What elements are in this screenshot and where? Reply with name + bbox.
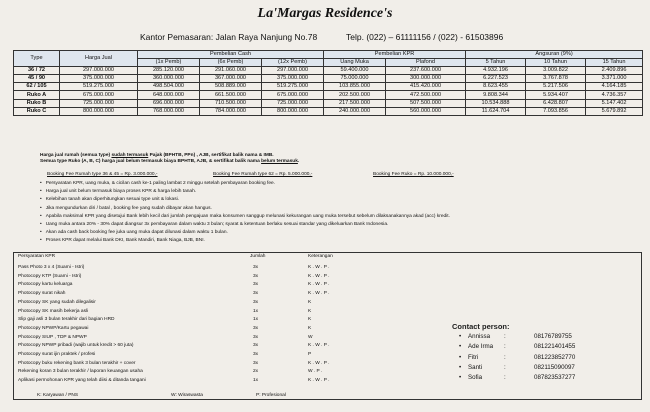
requirement-row: [18, 326, 348, 333]
requirement-qty: 3x: [253, 352, 259, 357]
requirement-name: Photocopy SIUP , TDP & NPWP: [18, 334, 87, 340]
requirement-name: Photocopy surat nikah: [18, 291, 66, 297]
header-cash-12x: (12x Pemb): [262, 59, 324, 67]
requirement-qty: 3x: [253, 343, 259, 349]
contact-colon: :: [504, 343, 506, 351]
price-table-body: [14, 67, 643, 116]
contact-phone: 081221401455: [534, 343, 576, 351]
header-cash-1x: (1x Pemb): [138, 59, 200, 67]
requirement-row: [18, 300, 348, 307]
cell-plafond: 300.000.000: [386, 75, 466, 83]
price-row: [14, 99, 643, 107]
requirement-ket: K: [308, 308, 312, 314]
cell-c12: 725.000.000: [262, 99, 324, 107]
requirement-row: [18, 317, 348, 324]
contact-name: • Fitri: [468, 353, 479, 361]
requirement-ket: K: [308, 317, 312, 323]
cell-c1: 768.000.000: [138, 107, 200, 115]
cell-type: 36 / 72: [14, 67, 60, 75]
cell-a5: 6.227.523: [466, 75, 526, 83]
requirement-ket: K . W . P .: [308, 343, 330, 349]
header-10-years: 10 Tahun: [526, 59, 586, 67]
requirement-row: [18, 378, 348, 385]
cell-c12: 375.000.000: [262, 75, 324, 83]
cell-c1: 285.120.000: [138, 67, 200, 75]
cell-dp: 75.000.000: [324, 75, 386, 83]
requirement-qty: 3x: [253, 360, 259, 366]
header-5-years: 5 Tahun: [466, 59, 526, 67]
contact-name: • Ade Irma: [468, 343, 494, 351]
price-row: [14, 83, 643, 91]
requirement-name: Pass Photo 3 x 4 (Suami - Istri): [18, 265, 85, 270]
price-notes: [40, 153, 600, 164]
remarks-header: Keterangan: [308, 254, 333, 259]
price-row: [14, 67, 643, 75]
cell-c6: 661.500.000: [200, 91, 262, 99]
cell-price: 297.000.000: [60, 67, 138, 75]
header-plafond: Plafond: [386, 59, 466, 67]
requirement-ket: K: [308, 299, 312, 305]
requirement-qty: 2x: [253, 369, 259, 375]
cell-c12: 675.000.000: [262, 91, 324, 99]
contact-phone: 087823537277: [534, 374, 576, 382]
cell-dp: 217.500.000: [324, 99, 386, 107]
requirement-name: Photocopy SK masih bekerja asli: [18, 308, 89, 314]
requirement-qty: 1x: [253, 317, 259, 323]
cell-c6: 508.889.000: [200, 83, 262, 91]
requirement-ket: K . W . P .: [308, 378, 330, 384]
contact-row: [468, 354, 613, 363]
cell-c1: 360.000.000: [138, 75, 200, 83]
price-table: [13, 50, 643, 116]
requirement-name: Photocopy NPWP/Kartu pegawai: [18, 325, 89, 331]
cell-c1: 648.000.000: [138, 91, 200, 99]
requirement-name: Photocopy buku rekening bank 3 bulan terakhir + cover: [18, 360, 136, 366]
cell-a5: 4.932.196: [466, 67, 526, 75]
term-item: • Harga jual unit belum termasuk biaya proses KPR & harga lebih tanah.: [40, 188, 630, 196]
requirement-ket: W: [308, 334, 313, 340]
requirement-qty: 1x: [253, 308, 259, 314]
cell-a5: 8.623.455: [466, 83, 526, 91]
contact-colon: :: [504, 374, 506, 382]
cell-price: 519.275.000: [60, 83, 138, 91]
booking-fee-36-45: Booking Fee Rumah type 36 & 45 = Rp. 3.000.000,-: [47, 172, 158, 177]
contact-phone: 08176789755: [534, 333, 572, 340]
cell-a15: 4.164.185: [586, 83, 643, 91]
office-phone: Telp. (022) – 61111156 / (022) - 61503896: [346, 32, 504, 42]
cell-price: 675.000.000: [60, 91, 138, 99]
price-row: [14, 91, 643, 99]
contact-person-block: [452, 322, 612, 394]
contact-colon: :: [504, 333, 506, 340]
term-item: • Jika mengundurkan diri / batal , booking fee yang sudah dibayar akan hangus.: [40, 205, 630, 213]
header-cash-6x: (6x Pemb): [200, 59, 262, 67]
header-cash: Pembelian Cash: [138, 51, 324, 59]
contact-name: • Annissa: [468, 333, 491, 340]
cell-a5: 11.624.704: [466, 107, 526, 115]
contact-colon: :: [504, 353, 506, 361]
cell-price: 375.000.000: [60, 75, 138, 83]
requirement-name: Photocopy SK yang sudah dilegalisir: [18, 299, 96, 305]
cell-price: 800.000.000: [60, 107, 138, 115]
contact-name: • Santi: [468, 363, 483, 371]
requirement-ket: K . W . P .: [308, 273, 330, 279]
requirement-name: Photocopy NPWP pribadi (wajib untuk kredit > 60 juta): [18, 343, 134, 349]
requirement-name: Photocopy KTP (Suami - Istri): [18, 273, 82, 279]
requirement-row: [18, 335, 348, 342]
legend-karyawan: K: Karyawan / PNS: [37, 393, 79, 398]
requirement-qty: 3x: [253, 299, 259, 305]
contact-row: [468, 374, 613, 383]
cell-dp: 202.500.000: [324, 91, 386, 99]
cell-dp: 59.400.000: [324, 67, 386, 75]
contact-phone: 081223852770: [534, 353, 576, 361]
cell-type: Ruko A: [14, 91, 60, 99]
cell-price: 725.000.000: [60, 99, 138, 107]
cell-a10: 3.767.878: [526, 75, 586, 83]
header-15-years: 15 Tahun: [586, 59, 643, 67]
requirement-ket: K . W . P .: [308, 282, 330, 288]
booking-fee-62: Booking Fee Rumah type 62 = Rp. 5.000.000,-: [213, 172, 313, 177]
cell-plafond: 560.000.000: [386, 107, 466, 115]
requirement-name: Rekening koran 3 bulan terakhir / laporan keuangan usaha: [18, 369, 143, 375]
requirement-qty: 1x: [253, 378, 259, 384]
term-item: • Uang muka antara 20% - 30% dapat diangsur 3x pembayaran dalam waktu 3 bulan; syarat & ketentuan berlaku sesuai standar yang dikeluarkan Bank Indonesia.: [40, 221, 630, 229]
cell-plafond: 237.600.000: [386, 67, 466, 75]
requirement-qty: 3x: [253, 291, 259, 297]
requirement-ket: K . W . P .: [308, 265, 330, 270]
contact-colon: :: [504, 363, 506, 371]
cell-type: Ruko B: [14, 99, 60, 107]
requirement-row: [18, 309, 348, 316]
header-down-payment: Uang Muka: [324, 59, 386, 67]
cell-c12: 297.000.000: [262, 67, 324, 75]
booking-fee-ruko: Booking Fee Ruko = Rp. 10.000.000,-: [373, 172, 454, 177]
requirement-qty: 3x: [253, 273, 259, 279]
cell-c12: 800.000.000: [262, 107, 324, 115]
cell-a10: 6.428.807: [526, 99, 586, 107]
cell-dp: 103.855.000: [324, 83, 386, 91]
requirement-row: [18, 282, 348, 289]
requirement-ket: K: [308, 325, 312, 331]
term-item: • Akan ada cash back booking fee juka uang muka dapat dilunasi dalam waktu 1 bulan.: [40, 229, 630, 237]
cell-type: 45 / 90: [14, 75, 60, 83]
requirement-ket: P: [308, 352, 312, 357]
requirement-ket: K . W . P .: [308, 360, 330, 366]
contact-title: Contact person:: [452, 322, 510, 331]
header-type: Type: [14, 51, 60, 67]
requirement-name: Photocopy kartu keluarga: [18, 282, 73, 288]
requirement-row: [18, 265, 348, 272]
requirement-row: [18, 361, 348, 368]
requirement-qty: 3x: [253, 334, 259, 340]
price-row: [14, 107, 643, 115]
legend-wiraswasta: W: Wiraswasta: [171, 393, 203, 398]
cell-a15: 2.409.896: [586, 67, 643, 75]
cell-a15: 3.371.000: [586, 75, 643, 83]
cell-c6: 291.060.000: [200, 67, 262, 75]
cell-a10: 5.934.407: [526, 91, 586, 99]
header-kpr: Pembelian KPR: [324, 51, 466, 59]
cell-dp: 240.000.000: [324, 107, 386, 115]
requirement-row: [18, 343, 348, 350]
cell-a15: 4.736.357: [586, 91, 643, 99]
price-row: [14, 75, 643, 83]
cell-c12: 519.275.000: [262, 83, 324, 91]
cell-a10: 5.217.506: [526, 83, 586, 91]
requirement-qty: 3x: [253, 265, 259, 270]
requirement-name: Slip gaji asli 3 bulan terakhir dari bagian HRD: [18, 317, 115, 323]
header-price: Harga Jual: [60, 51, 138, 67]
document-title: La'Margas Residence's: [257, 6, 393, 21]
requirement-row: [18, 274, 348, 281]
requirement-qty: 3x: [253, 325, 259, 331]
cell-a5: 10.534.888: [466, 99, 526, 107]
cell-type: Ruko C: [14, 107, 60, 115]
requirement-qty: 3x: [253, 282, 259, 288]
requirement-name: Photocopy surat ijin praktek / profesi: [18, 352, 96, 357]
term-item: • Persyaratan KPR, uang muka, & cicilan cash ke-1 paling lambat 2 minggu setelah pembayaran booking fee.: [40, 180, 630, 188]
cell-c6: 710.500.000: [200, 99, 262, 107]
cell-c1: 696.000.000: [138, 99, 200, 107]
cell-type: 62 / 105: [14, 83, 60, 91]
requirement-row: [18, 352, 348, 359]
term-item: • Kelebihan tanah akan diperhitungkan sesuai type unit & lokasi.: [40, 196, 630, 204]
contact-row: [468, 343, 613, 352]
legend-profesional: P: Profesional: [256, 393, 286, 398]
cell-c6: 784.000.000: [200, 107, 262, 115]
cell-plafond: 415.420.000: [386, 83, 466, 91]
cell-plafond: 472.500.000: [386, 91, 466, 99]
cell-a5: 9.808.344: [466, 91, 526, 99]
requirement-row: [18, 369, 348, 376]
requirements-header: Persyaratan KPR: [18, 254, 56, 259]
cell-a10: 7.093.856: [526, 107, 586, 115]
cell-a15: 5.147.402: [586, 99, 643, 107]
cell-c6: 367.000.000: [200, 75, 262, 83]
term-item: • Apabila maksimal KPR yang disetujui Bank lebih kecil dari jumlah pengajuan maka konsumen sanggup melunasi kekurangan uang muka tersebut sebelum dilaksanakannya akad (acc) kredit.: [40, 213, 630, 221]
requirement-ket: W . P .: [308, 369, 323, 375]
office-address: Kantor Pemasaran: Jalan Raya Nanjung No.78: [140, 32, 318, 42]
contact-phone: 082115090097: [534, 363, 575, 371]
contact-row: [468, 333, 613, 342]
terms-list: [40, 180, 630, 246]
quantity-header: Jumlah: [250, 254, 266, 259]
requirement-ket: K . W . P .: [308, 291, 330, 297]
requirement-name: Aplikasi permohonan KPR yang telah diisi & ditanda tangani: [18, 378, 146, 384]
requirement-row: [18, 291, 348, 298]
contact-name: • Sofia: [468, 374, 483, 382]
note-shophouse: Semua type Ruko (A, B, C) harga jual belum termasuk biaya BPHTB, AJB, & sertifikat balik nama belum termasuk.: [40, 158, 300, 164]
cell-a15: 5.679.892: [586, 107, 643, 115]
contact-row: [468, 364, 613, 373]
cell-plafond: 507.500.000: [386, 99, 466, 107]
note-house: Harga jual rumah (semua type) sudah termasuk Pajak (BPHTB, PPn) , AJB, sertifikat balik nama & IMB.: [40, 153, 274, 158]
header-installment: Angsuran (9%): [466, 51, 643, 59]
cell-c1: 498.504.000: [138, 83, 200, 91]
cell-a10: 3.009.822: [526, 67, 586, 75]
term-item: • Proses KPR dapat melalui Bank DKI, Bank Mandiri, Bank Niaga, BJB, BNI.: [40, 237, 630, 245]
